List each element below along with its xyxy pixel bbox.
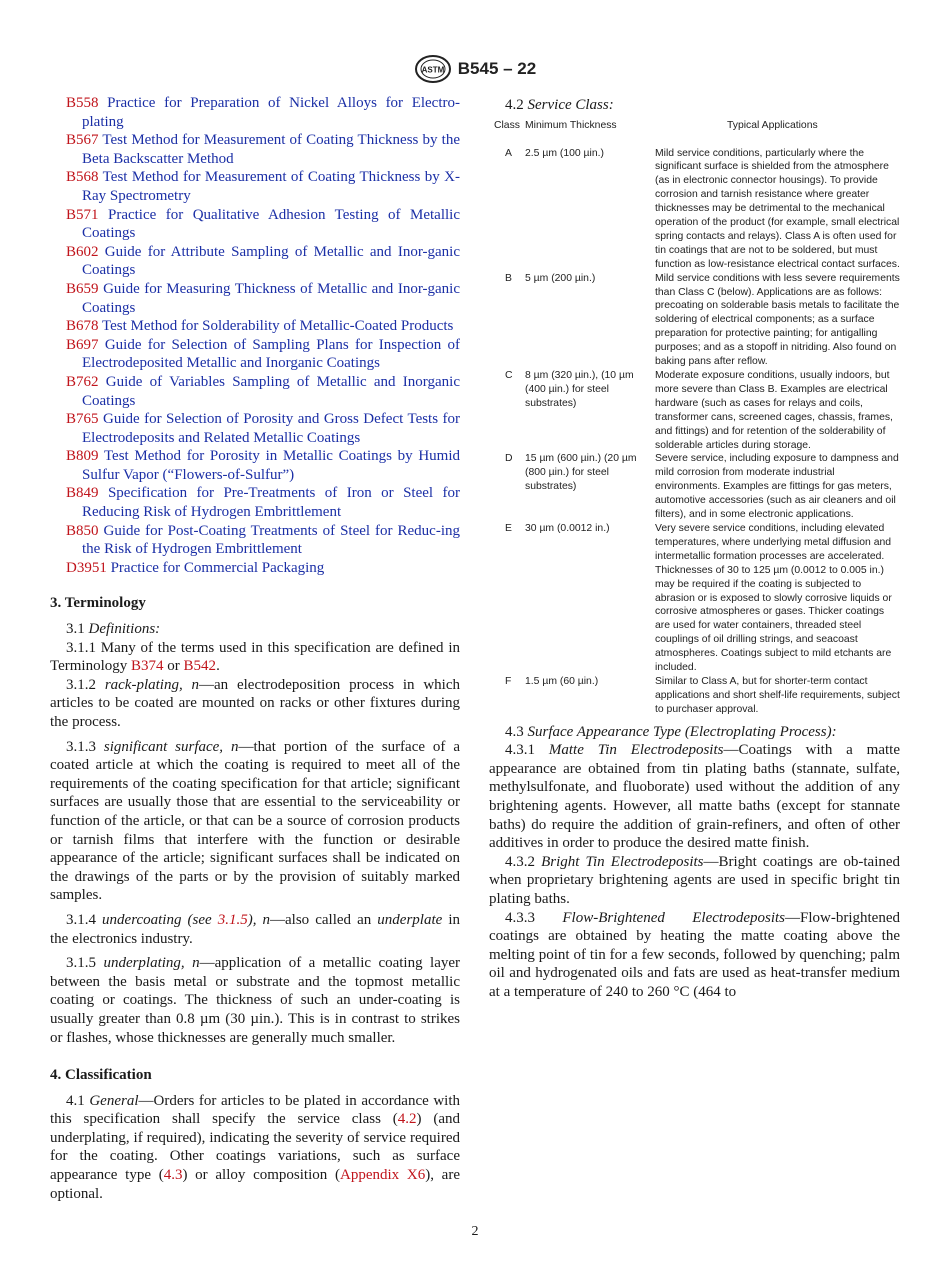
reference-title[interactable]: Test Method for Measurement of Coating Thickness by X-Ray Spectrometry bbox=[82, 169, 460, 204]
header-class: Class bbox=[494, 119, 520, 131]
applications-cell: Mild service conditions with less severe requirements than Class C (below). Applications are as follows: precoating on solderable basis metals to facilitate the soldering of electrical components; as a surface preparation for protective painting; for antigalling purposes; and as a stopoff in nitriding. Also found on baking pans after reflow. bbox=[655, 272, 900, 368]
svg-text:ASTM: ASTM bbox=[421, 65, 445, 75]
thickness-cell: 5 µm (200 µin.) bbox=[525, 272, 596, 284]
reference-code[interactable]: B697 bbox=[66, 336, 99, 353]
reference-title[interactable]: Test Method for Solderability of Metallic-Coated Products bbox=[102, 318, 454, 335]
reference-item[interactable] bbox=[50, 94, 460, 131]
reference-item[interactable] bbox=[50, 243, 460, 280]
reference-title[interactable]: Guide for Measuring Thickness of Metallic and Inor-ganic Coatings bbox=[82, 280, 461, 316]
applications-cell: Very severe service conditions, including elevated temperatures, where underlying metal diffusion and intermetallic formation processes are accelerated. Thicknesses of 30 to 125 µm (0.0012 to 0.005 in.) may be required if the coating is subjected to abrasion or is exposed to slowly corrosive liquids or corrosive atmospheres or gases. Thicker coatings are used for water containers, threaded steel couplings of oil drilling strings, and seacoast atmospheres. Coatings subject to mild etchants are included. bbox=[655, 522, 892, 674]
page-header bbox=[0, 54, 950, 84]
link-4-3[interactable]: 4.3 bbox=[163, 1167, 183, 1184]
reference-title[interactable]: Test Method for Porosity in Metallic Coatings by Humid Sulfur Vapor (“Flowers-of-Sulfur”) bbox=[82, 448, 461, 483]
reference-item[interactable] bbox=[50, 373, 460, 410]
reference-item[interactable] bbox=[50, 559, 460, 578]
reference-code[interactable]: B849 bbox=[66, 485, 99, 502]
reference-code[interactable]: B659 bbox=[66, 280, 99, 297]
table-header-row bbox=[489, 119, 900, 147]
thickness-cell: 1.5 µm (60 µin.) bbox=[525, 675, 599, 687]
table-row bbox=[489, 675, 900, 717]
reference-item[interactable] bbox=[50, 168, 460, 205]
para-3-1-2: 3.1.2 rack-plating, n—an electrodeposition process in which articles to be coated are mounted on racks or other fixtures during the process. bbox=[50, 676, 460, 730]
applications-cell: Severe service, including exposure to dampness and mild corrosion from moderate industrial environments. Examples are fittings for gas meters, automotive accessories (such as air cleaners and oil filters), and in some electronic applications. bbox=[655, 453, 899, 521]
thickness-cell: 8 µm (320 µin.), (10 µm (400 µin.) for steel substrates) bbox=[525, 370, 634, 409]
page-number: 2 bbox=[471, 1224, 479, 1239]
class-cell: C bbox=[505, 370, 513, 381]
para-4-3-1: 4.3.1 Matte Tin Electrodeposits—Coatings with a matte appearance are obtained from tin plating baths (stannate, sulfate, methylsulfonate, and fluoborate) used without the addition of any brightening agents. However, all matte baths (except for stannate baths) do require the addition of grain-refiners, and often of other additives in order to produce the desired matte finish. bbox=[489, 742, 901, 852]
classification-heading: 4. Classification bbox=[50, 1067, 152, 1084]
reference-code[interactable]: B678 bbox=[66, 318, 99, 335]
link-b374[interactable]: B374 bbox=[131, 658, 164, 675]
reference-title[interactable]: Practice for Preparation of Nickel Alloys for Electro-plating bbox=[82, 95, 460, 130]
reference-code[interactable]: B568 bbox=[66, 169, 99, 186]
header-thickness: Minimum Thickness bbox=[525, 119, 617, 131]
reference-title[interactable]: Guide for Post-Coating Treatments of Steel for Reduc-ing the Risk of Hydrogen Embrittlement bbox=[82, 522, 460, 558]
para-4-1: 4.1 General—Orders for articles to be plated in accordance with this specification shall specify the service class (4.2) (and underplating, if required), indicating the severity of service required for the coating. Other coatings variations, such as surface appearance type (4.3) or alloy composition (Appendix X6), are optional. bbox=[50, 1092, 461, 1202]
standard-designation: B545 – 22 bbox=[457, 58, 537, 78]
table-row bbox=[489, 452, 900, 522]
link-4-2[interactable]: 4.2 bbox=[397, 1111, 417, 1128]
reference-item[interactable] bbox=[50, 206, 460, 243]
reference-title[interactable]: Guide for Attribute Sampling of Metallic and Inor-ganic Coatings bbox=[82, 243, 461, 279]
para-4-3-3: 4.3.3 Flow-Brightened Electrodeposits—Flow-brightened coatings are obtained by heating the matte coating above the melting point of tin for a few seconds, followed by quenching; palm oil and hydrogenated oils and fats are used as heat-transfer medium at a temperature of 240 to 260 °C (464 to bbox=[489, 909, 900, 1000]
reference-list bbox=[50, 94, 460, 577]
para-3-1-1: 3.1.1 Many of the terms used in this specification are defined in Terminology B374 or B542. bbox=[50, 639, 460, 675]
thickness-cell: 15 µm (600 µin.) (20 µm (800 µin.) for steel substrates) bbox=[525, 453, 637, 493]
table-row bbox=[489, 369, 900, 452]
applications-cell: Mild service conditions, particularly where the significant surface is shielded from the atmosphere (as in electronic connector housings). To provide corrosion and tarnish resistance where greater thicknesses may be detrimental to the mechanical operation of the product (for example, small electrical spring contacts and relays). Class A is often used for tin coatings that are not to be soldered, but must function as low-resistance electrical contact surfaces. bbox=[655, 147, 900, 270]
right-column bbox=[489, 94, 900, 1002]
reference-title[interactable]: Guide for Selection of Sampling Plans for Inspection of Electrodeposited Metallic and Inorganic Coatings bbox=[82, 336, 461, 372]
reference-code[interactable]: B765 bbox=[66, 411, 99, 428]
reference-code[interactable]: B571 bbox=[66, 206, 99, 223]
reference-title[interactable]: Guide of Variables Sampling of Metallic and Inorganic Coatings bbox=[82, 373, 461, 409]
definitions-subhead: 3.1 Definitions: bbox=[66, 621, 161, 638]
link-3-1-5[interactable]: 3.1.5 bbox=[217, 911, 248, 928]
table-row bbox=[489, 522, 900, 675]
para-4-3: 4.3 Surface Appearance Type (Electroplating Process): bbox=[505, 723, 837, 740]
reference-code[interactable]: B850 bbox=[66, 522, 99, 539]
reference-item[interactable] bbox=[50, 522, 460, 559]
thickness-cell: 30 µm (0.0012 in.) bbox=[525, 522, 610, 534]
reference-title[interactable]: Practice for Qualitative Adhesion Testing of Metallic Coatings bbox=[82, 206, 460, 242]
reference-title[interactable]: Test Method for Measurement of Coating Thickness by the Beta Backscatter Method bbox=[82, 132, 460, 167]
astm-logo-icon bbox=[414, 54, 452, 84]
para-4-3-2: 4.3.2 Bright Tin Electrodeposits—Bright coatings are ob-tained when proprietary brightening agents are used in specific bright tin plating baths. bbox=[489, 853, 901, 907]
service-class-table bbox=[489, 119, 900, 717]
thickness-cell: 2.5 µm (100 µin.) bbox=[525, 147, 604, 159]
reference-title[interactable]: Guide for Selection of Porosity and Gross Defect Tests for Electrodeposits and Related Metallic Coatings bbox=[82, 411, 461, 446]
class-cell: D bbox=[505, 453, 513, 465]
header-applications: Typical Applications bbox=[727, 119, 818, 131]
link-b542[interactable]: B542 bbox=[183, 658, 217, 675]
reference-item[interactable] bbox=[50, 447, 460, 484]
reference-item[interactable] bbox=[50, 317, 460, 336]
reference-code[interactable]: D3951 bbox=[66, 559, 107, 576]
reference-item[interactable] bbox=[50, 131, 460, 168]
table-row bbox=[489, 147, 900, 272]
reference-item[interactable] bbox=[50, 280, 460, 317]
para-3-1-4: 3.1.4 undercoating (see 3.1.5), n—also called an underplate in the electronics industry. bbox=[50, 911, 460, 947]
applications-cell: Similar to Class A, but for shorter-term contact applications and short shelf-life requirements, subject to purchaser approval. bbox=[655, 675, 900, 715]
reference-code[interactable]: B602 bbox=[66, 243, 99, 260]
reference-code[interactable]: B762 bbox=[66, 373, 99, 390]
link-appendix-x6[interactable]: Appendix X6 bbox=[339, 1167, 426, 1184]
reference-title[interactable]: Practice for Commercial Packaging bbox=[110, 559, 325, 576]
reference-title[interactable]: Specification for Pre-Treatments of Iron or Steel for Reducing Risk of Hydrogen Embrittlement bbox=[82, 485, 460, 521]
reference-item[interactable] bbox=[50, 336, 460, 373]
para-3-1-3: 3.1.3 significant surface, n—that portion of the surface of a coated article at which the coating is required to meet all of the requirements of the coating specification for that article; significant surfaces are usually those that are essential to the serviceability or function of the article, or that can be a source of corrosion products or tarnish films that interfere with the function or desirable appearance of the article; significant surfaces shall be indicated on the drawings of the parts or by the provision of suitably marked samples. bbox=[50, 738, 460, 904]
applications-cell: Moderate exposure conditions, usually indoors, but more severe than Class B. Examples are electrical hardware (such as cases for relays and coils, transformer cans, screened cages, chassis, frames, and fittings) and for retention of the solderability of solderable articles during storage. bbox=[655, 370, 893, 451]
para-4-2: 4.2 Service Class: bbox=[505, 97, 614, 113]
reference-code[interactable]: B558 bbox=[66, 95, 99, 111]
reference-item[interactable] bbox=[50, 484, 460, 521]
left-column bbox=[50, 94, 460, 1203]
class-cell: F bbox=[505, 675, 512, 687]
reference-code[interactable]: B809 bbox=[66, 448, 99, 465]
class-cell: E bbox=[505, 522, 512, 534]
class-cell: B bbox=[505, 272, 512, 284]
terminology-heading: 3. Terminology bbox=[50, 595, 146, 612]
reference-code[interactable]: B567 bbox=[66, 132, 99, 149]
table-row bbox=[489, 272, 900, 369]
para-3-1-5: 3.1.5 underplating, n—application of a metallic coating layer between the basis metal or substrate and the topmost metallic coating or coatings. The thickness of such an under-coating is usually greater than 0.8 µm (30 µin.). This is in contrast to strikes or flashes, whose thicknesses are generally much smaller. bbox=[50, 955, 461, 1046]
class-cell: A bbox=[505, 147, 512, 159]
reference-item[interactable] bbox=[50, 410, 460, 447]
